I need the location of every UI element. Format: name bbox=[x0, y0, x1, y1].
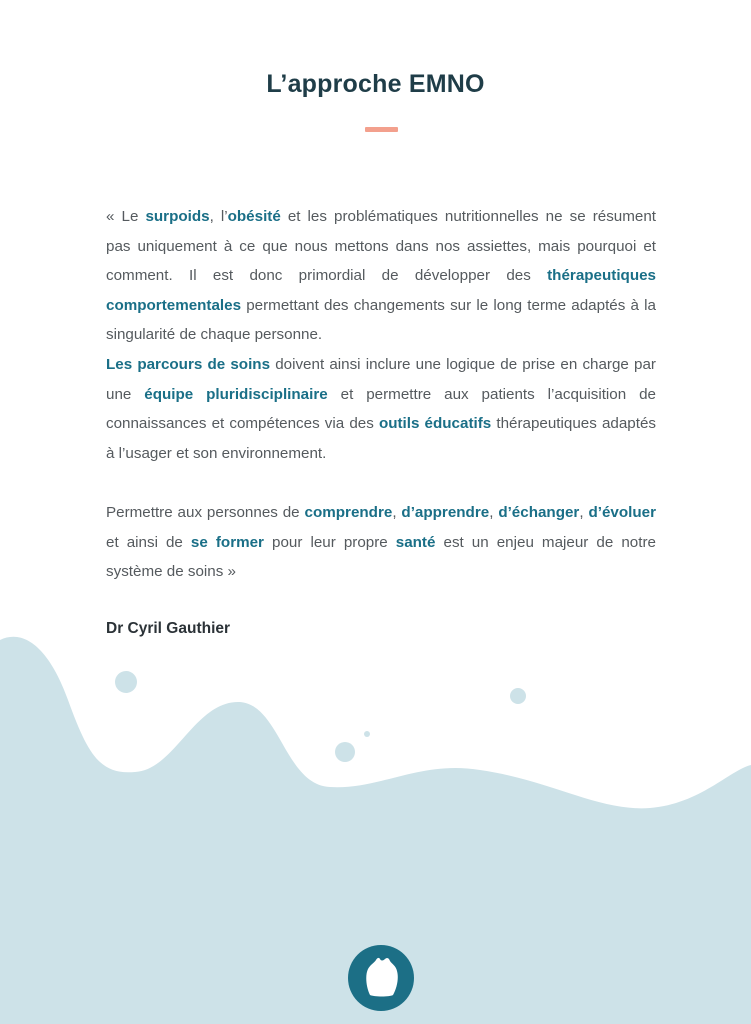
emno-logo-icon bbox=[348, 945, 414, 1011]
highlighted-keyword: surpoids bbox=[145, 208, 210, 225]
highlighted-keyword: équipe pluridisciplinaire bbox=[144, 385, 328, 403]
highlighted-keyword: santé bbox=[395, 533, 436, 551]
quote-text: thérapeutiques adaptés à l’usager et son environnement. bbox=[106, 415, 656, 462]
quote-paragraph-2 bbox=[106, 350, 656, 468]
highlighted-keyword: obésité bbox=[227, 208, 281, 225]
page-title: L’approche EMNO bbox=[266, 70, 485, 98]
title-accent-bar bbox=[365, 127, 398, 132]
quote-text: doivent ainsi inclure une logique de prise en charge par une bbox=[106, 355, 656, 403]
quote-text: Permettre aux personnes de bbox=[106, 503, 305, 521]
quote-text: est un enjeu majeur de notre système de soins » bbox=[106, 533, 656, 581]
bubble-decoration bbox=[510, 688, 526, 704]
quote-text: , bbox=[579, 503, 589, 521]
quote-text: , l’ bbox=[209, 208, 228, 225]
emno-logo bbox=[348, 945, 414, 1011]
bubble-decoration bbox=[364, 731, 370, 737]
quote-text: , bbox=[489, 503, 499, 521]
quote-block bbox=[106, 202, 656, 587]
highlighted-keyword: se former bbox=[190, 533, 264, 551]
quote-text: permettant des changements sur le long terme adaptés à la singularité de chaque personne. bbox=[106, 296, 656, 344]
author-name: Dr Cyril Gauthier bbox=[106, 620, 231, 637]
highlighted-keyword: d’échanger bbox=[498, 503, 580, 521]
quote-text: « Le bbox=[106, 208, 146, 225]
bubble-decoration bbox=[335, 742, 355, 762]
bubble-decoration bbox=[115, 671, 137, 693]
highlighted-keyword: outils éducatifs bbox=[378, 415, 492, 433]
highlighted-keyword: thérapeutiques comportementales bbox=[106, 267, 656, 314]
highlighted-keyword: comprendre bbox=[304, 503, 393, 521]
highlighted-keyword: Les parcours de soins bbox=[106, 355, 271, 373]
quote-text: , bbox=[392, 503, 402, 521]
quote-text: et ainsi de bbox=[106, 533, 191, 551]
quote-paragraph-1 bbox=[106, 202, 656, 350]
quote-text: et les problématiques nutritionnelles ne se résument pas uniquement à ce que nous mettons dans nos assiettes, mais pourquoi et comment. Il est donc primordial de développer des bbox=[106, 208, 657, 285]
highlighted-keyword: d’apprendre bbox=[401, 503, 490, 521]
quote-paragraph-3 bbox=[106, 498, 656, 587]
quote-text: pour leur propre bbox=[263, 533, 396, 551]
quote-text: et permettre aux patients l’acquisition de connaissances et compétences via des bbox=[106, 385, 657, 433]
highlighted-keyword: d’évoluer bbox=[588, 503, 656, 521]
